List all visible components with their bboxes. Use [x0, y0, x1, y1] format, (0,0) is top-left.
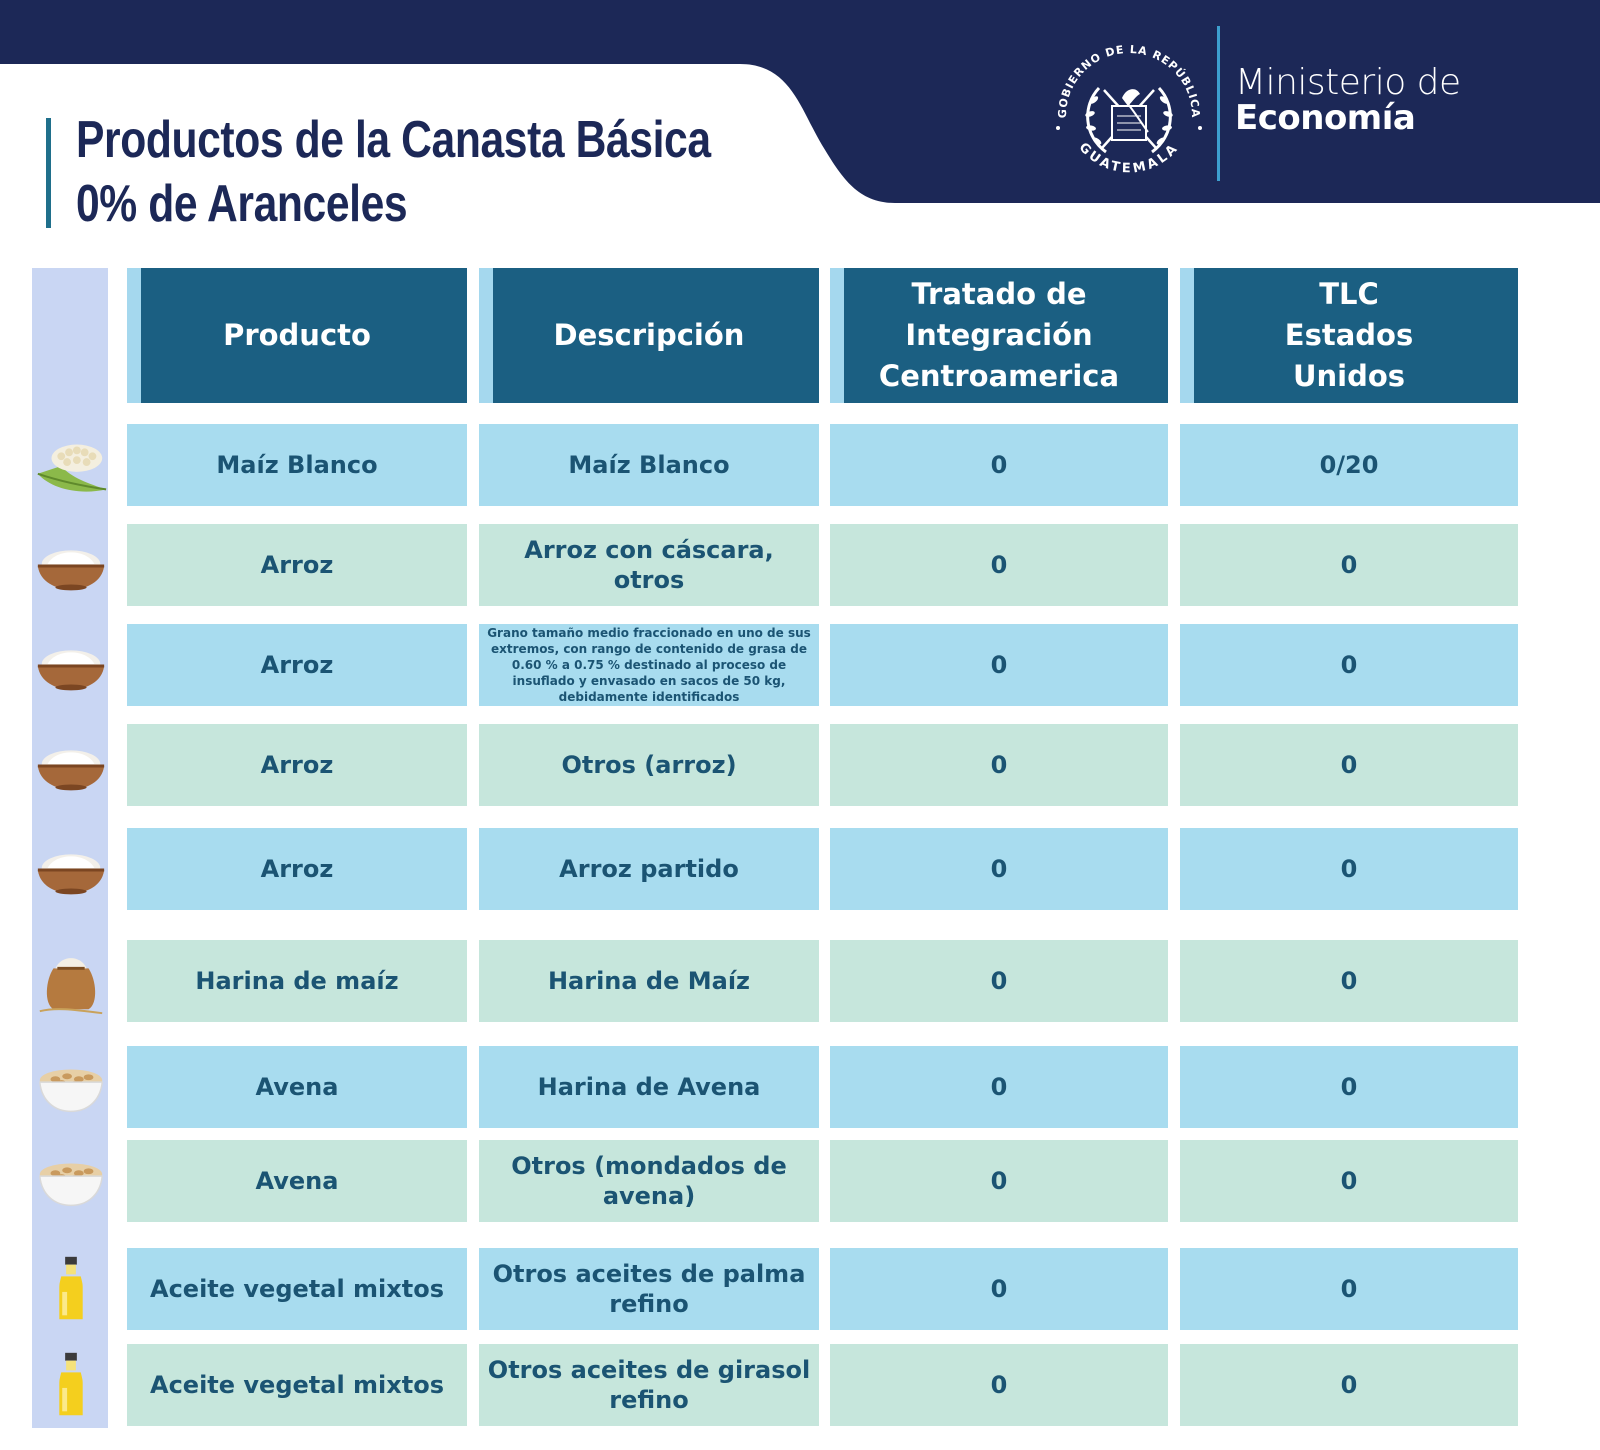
cell-producto: Arroz: [127, 724, 467, 806]
cell-tlc: 0: [1180, 1248, 1518, 1330]
cell-tlc: 0: [1180, 724, 1518, 806]
column-header-descripcion: Descripción: [479, 268, 819, 403]
cell-tlc: 0: [1180, 524, 1518, 606]
cell-descripcion: Otros aceites de girasol refino: [479, 1344, 819, 1426]
corn-icon: [32, 430, 110, 500]
cell-tratado: 0: [830, 1140, 1168, 1222]
cell-producto: Aceite vegetal mixtos: [127, 1248, 467, 1330]
column-header-producto: Producto: [127, 268, 467, 403]
cell-producto: Maíz Blanco: [127, 424, 467, 506]
svg-text:GUATEMALA: [1076, 140, 1183, 177]
cell-descripcion: Harina de Avena: [479, 1046, 819, 1128]
rice-bowl-icon: [32, 834, 110, 904]
cell-descripcion: Otros (arroz): [479, 724, 819, 806]
cell-tratado: 0: [830, 724, 1168, 806]
cell-tlc: 0: [1180, 940, 1518, 1022]
rice-bowl-icon: [32, 530, 110, 600]
cell-descripcion: Grano tamaño medio fraccionado en uno de sus extremos, con rango de contenido de grasa de 0.60 % a 0.75 % destinado al proceso de insuflado y envasado en sacos de 50 kg, debidamente identificados: [479, 624, 819, 706]
page-title: [76, 108, 711, 236]
cell-descripcion: Harina de Maíz: [479, 940, 819, 1022]
cell-tratado: 0: [830, 940, 1168, 1022]
cell-tratado: 0: [830, 1248, 1168, 1330]
cell-descripcion: Otros aceites de palma refino: [479, 1248, 819, 1330]
cell-producto: Arroz: [127, 524, 467, 606]
cell-producto: Arroz: [127, 828, 467, 910]
rice-bowl-icon: [32, 730, 110, 800]
oat-bowl-icon: [32, 1146, 110, 1216]
logo-divider: [1217, 26, 1220, 181]
ministry-name-line-2: Economía: [1235, 98, 1416, 138]
title-line-2: 0% de Aranceles: [76, 175, 408, 233]
ministry-name-line-1: Ministerio de: [1235, 62, 1461, 103]
title-accent-bar: [46, 118, 51, 228]
cell-descripcion: Maíz Blanco: [479, 424, 819, 506]
cell-tratado: 0: [830, 624, 1168, 706]
oat-bowl-icon: [32, 1052, 110, 1122]
cell-tlc: 0: [1180, 1140, 1518, 1222]
cell-producto: Avena: [127, 1140, 467, 1222]
flour-sack-icon: [32, 946, 110, 1016]
cell-producto: Arroz: [127, 624, 467, 706]
column-header-tratado: Tratado de Integración Centroamerica: [830, 268, 1168, 403]
cell-tlc: 0: [1180, 1344, 1518, 1426]
guatemala-seal-icon: [1044, 28, 1214, 198]
oil-bottle-icon: [32, 1350, 110, 1420]
seal-bottom-text: GUATEMALA: [1075, 140, 1183, 177]
cell-producto: Harina de maíz: [127, 940, 467, 1022]
cell-producto: Avena: [127, 1046, 467, 1128]
cell-tratado: 0: [830, 828, 1168, 910]
cell-producto: Aceite vegetal mixtos: [127, 1344, 467, 1426]
cell-tlc: 0/20: [1180, 424, 1518, 506]
cell-descripcion: Otros (mondados de avena): [479, 1140, 819, 1222]
cell-tratado: 0: [830, 1344, 1168, 1426]
cell-tlc: 0: [1180, 1046, 1518, 1128]
cell-descripcion: Arroz con cáscara, otros: [479, 524, 819, 606]
cell-descripcion: Arroz partido: [479, 828, 819, 910]
cell-tlc: 0: [1180, 624, 1518, 706]
column-header-tlc: TLC Estados Unidos: [1180, 268, 1518, 403]
cell-tratado: 0: [830, 424, 1168, 506]
cell-tlc: 0: [1180, 828, 1518, 910]
oil-bottle-icon: [32, 1254, 110, 1324]
title-line-1: Productos de la Canasta Básica: [76, 111, 711, 169]
seal-top-text: GOBIERNO DE LA REPÚBLICA: [1055, 42, 1203, 119]
cell-tratado: 0: [830, 1046, 1168, 1128]
cell-tratado: 0: [830, 524, 1168, 606]
rice-bowl-icon: [32, 630, 110, 700]
